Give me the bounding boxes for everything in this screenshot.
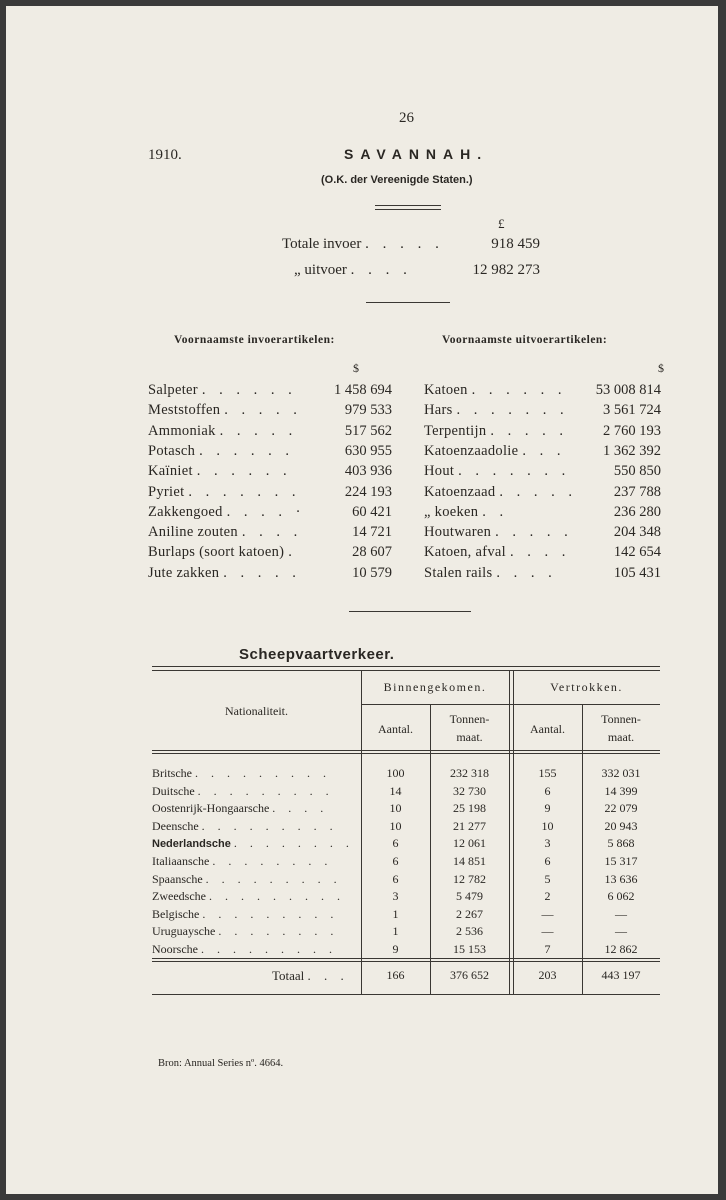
imports-item-value: 630 955 <box>344 442 392 459</box>
city-title: SAVANNAH. <box>344 146 489 162</box>
exports-item-value: 2 760 193 <box>603 422 661 439</box>
exports-item-label: Katoen . . . . . . <box>424 382 567 398</box>
shipping-title: Scheepvaartverkeer. <box>239 646 395 663</box>
imports-heading: Voornaamste invoerartikelen: <box>174 334 335 346</box>
table-cell-in-count: 3 <box>392 889 399 904</box>
table-cell-in-tonnage: 32 730 <box>453 783 486 798</box>
imports-item-value: 10 579 <box>352 564 392 581</box>
table-cell-out-count: 7 <box>544 942 551 956</box>
table-cell-out-count: 9 <box>544 801 551 816</box>
table-cell-in-tonnage: 21 277 <box>453 818 486 833</box>
table-cell-in-count: 100 <box>386 766 405 780</box>
imports-item-label: Pyriet . . . . . . . <box>148 483 301 500</box>
imports-item-value: 403 936 <box>344 463 392 480</box>
total-import-label: Totale invoer . . . . . <box>282 236 444 252</box>
report-year: 1910. <box>148 147 182 163</box>
imports-item-value: 60 421 <box>352 503 392 520</box>
imports-item-value: 979 533 <box>344 402 392 419</box>
table-cell-in-count: 10 <box>389 818 402 833</box>
table-cell-out-count: 6 <box>544 854 551 868</box>
imports-item-label: Burlaps (soort katoen) . <box>148 544 297 561</box>
title-divider <box>375 205 441 206</box>
imports-item-value: 28 607 <box>352 544 392 561</box>
table-total-in-count: 166 <box>386 968 405 982</box>
table-cell-in-tonnage: 12 782 <box>453 871 486 886</box>
exports-item-value: 105 431 <box>613 564 661 581</box>
table-total-out-count: 203 <box>538 968 557 982</box>
table-header-bottom-rule <box>152 750 660 751</box>
table-cell-out-tonnage: 20 943 <box>604 818 638 833</box>
currency-symbol: £ <box>498 216 505 231</box>
table-cell-out-tonnage: 15 317 <box>604 854 638 868</box>
table-total-in-tonnage: 376 652 <box>450 968 489 982</box>
table-cell-in-tonnage: 14 851 <box>453 854 486 868</box>
table-column-rule <box>509 670 510 994</box>
table-total-rule <box>152 961 660 962</box>
table-cell-in-tonnage: 2 536 <box>456 924 483 939</box>
source-note: Bron: Annual Series nº. 4664. <box>158 1058 284 1069</box>
title-divider <box>375 209 441 210</box>
document-page <box>6 6 718 1194</box>
exports-item-label: Katoenzaad . . . . . <box>424 483 577 500</box>
imports-item-label: Kaïniet . . . . . . <box>148 463 292 480</box>
exports-item-label: „ koeken . . <box>424 503 509 520</box>
section-divider <box>366 302 450 303</box>
table-cell-in-count: 1 <box>392 924 399 939</box>
table-cell-out-count: 3 <box>544 836 551 851</box>
table-cell-in-count: 6 <box>392 854 399 868</box>
exports-item-value: 236 280 <box>613 503 661 520</box>
table-cell-out-tonnage: — <box>615 924 627 939</box>
exports-item-label: Houtwaren . . . . . <box>424 524 573 541</box>
table-cell-in-tonnage: 232 318 <box>450 766 489 780</box>
exports-item-value: 550 850 <box>613 463 661 480</box>
table-cell-out-tonnage: 14 399 <box>604 783 638 798</box>
table-cell-in-count: 9 <box>392 942 399 956</box>
table-cell-out-count: 10 <box>541 818 554 833</box>
table-top-rule <box>152 666 660 667</box>
table-cell-out-tonnage: — <box>615 906 627 921</box>
imports-item-value: 1 458 694 <box>334 382 392 398</box>
table-cell-in-count: 14 <box>389 783 402 798</box>
column-header-count: Aantal. <box>378 722 413 736</box>
exports-item-label: Terpentijn . . . . . <box>424 422 568 439</box>
column-header-count: Aantal. <box>530 722 565 736</box>
imports-item-label: Jute zakken . . . . . <box>148 564 301 581</box>
table-row-nation: Spaansche . . . . . . . . . <box>152 871 342 886</box>
exports-item-value: 53 008 814 <box>595 382 661 398</box>
column-header-nationality: Nationaliteit. <box>225 704 288 718</box>
table-total-out-tonnage: 443 197 <box>601 968 641 982</box>
exports-item-value: 204 348 <box>613 524 661 541</box>
table-cell-in-count: 6 <box>392 836 399 851</box>
exports-item-label: Katoen, afval . . . . <box>424 544 571 561</box>
table-cell-in-count: 10 <box>389 801 402 816</box>
exports-item-value: 1 362 392 <box>603 442 661 459</box>
imports-item-label: Ammoniak . . . . . <box>148 422 298 439</box>
table-row-nation: Oostenrijk-Hongaarsche . . . . <box>152 801 329 816</box>
table-cell-in-count: 6 <box>392 871 399 886</box>
table-cell-out-count: 2 <box>544 889 551 904</box>
table-cell-out-count: 155 <box>538 766 557 780</box>
exports-item-label: Hars . . . . . . . <box>424 402 569 419</box>
column-header-tonnage: Tonnen- <box>601 712 641 726</box>
table-cell-out-count: 5 <box>544 871 551 886</box>
total-import-value: 918 459 <box>491 236 540 252</box>
column-header-tonnage: maat. <box>607 730 635 744</box>
table-total-label: Totaal . . . <box>272 968 349 983</box>
column-header-departed: Vertrokken. <box>550 680 623 694</box>
imports-item-label: Potasch . . . . . . <box>148 442 295 459</box>
table-cell-in-tonnage: 2 267 <box>456 906 483 921</box>
table-row-nation: Belgische . . . . . . . . . <box>152 906 339 921</box>
table-cell-in-tonnage: 5 479 <box>456 889 483 904</box>
table-row-nation: Uruguaysche . . . . . . . . <box>152 924 339 939</box>
table-cell-out-tonnage: 12 862 <box>604 942 638 956</box>
imports-item-value: 14 721 <box>352 524 392 541</box>
table-row-nation: Zweedsche . . . . . . . . . <box>152 889 345 904</box>
imports-item-label: Meststoffen . . . . . <box>148 402 302 419</box>
table-cell-out-tonnage: 22 079 <box>604 801 638 816</box>
table-row-nation: Deensche . . . . . . . . . <box>152 818 338 833</box>
imports-item-value: 224 193 <box>344 483 392 500</box>
exports-heading: Voornaamste uitvoerartikelen: <box>442 334 608 346</box>
column-header-arrived: Binnengekomen. <box>383 680 487 694</box>
table-header-rule <box>361 704 660 705</box>
table-row-nation: Britsche . . . . . . . . . <box>152 766 331 780</box>
table-cell-out-tonnage: 5 868 <box>607 836 635 851</box>
imports-item-value: 517 562 <box>344 422 392 439</box>
table-cell-out-count: 6 <box>544 783 551 798</box>
table-cell-out-tonnage: 6 062 <box>607 889 635 904</box>
exports-item-label: Stalen rails . . . . <box>424 564 557 581</box>
column-header-tonnage: maat. <box>456 730 483 744</box>
table-top-rule <box>152 670 660 671</box>
exports-item-label: Katoenzaadolie . . . <box>424 442 566 459</box>
table-cell-in-tonnage: 15 153 <box>453 942 486 956</box>
table-bottom-rule <box>152 994 660 995</box>
exports-currency: $ <box>658 361 664 375</box>
table-row-nation: Nederlandsche . . . . . . . . <box>152 836 354 851</box>
table-total-rule <box>152 958 660 959</box>
imports-item-label: Zakkengoed . . . . · <box>148 503 306 520</box>
table-cell-out-tonnage: 332 031 <box>601 766 641 780</box>
table-cell-in-tonnage: 12 061 <box>453 836 486 851</box>
table-cell-out-count: — <box>541 906 554 921</box>
table-row-nation: Noorsche . . . . . . . . . <box>152 942 337 956</box>
exports-item-label: Hout . . . . . . . <box>424 463 571 480</box>
table-cell-out-count: — <box>541 924 554 939</box>
exports-item-value: 142 654 <box>613 544 661 561</box>
column-header-tonnage: Tonnen- <box>449 712 490 726</box>
table-header-bottom-rule <box>152 753 660 754</box>
exports-item-value: 237 788 <box>613 483 661 500</box>
section-divider <box>349 611 471 612</box>
table-cell-in-count: 1 <box>392 906 399 921</box>
imports-item-label: Salpeter . . . . . . <box>148 382 297 398</box>
table-row-nation: Italiaansche . . . . . . . . <box>152 854 333 868</box>
table-cell-in-tonnage: 25 198 <box>453 801 486 816</box>
region-subtitle: (O.K. der Vereenigde Staten.) <box>321 174 473 186</box>
imports-item-label: Aniline zouten . . . . <box>148 524 303 541</box>
imports-currency: $ <box>353 361 359 375</box>
total-export-value: 12 982 273 <box>472 262 540 278</box>
table-cell-out-tonnage: 13 636 <box>604 871 638 886</box>
table-row-nation: Duitsche . . . . . . . . . <box>152 783 334 798</box>
exports-item-value: 3 561 724 <box>603 402 661 419</box>
total-export-label: „ uitvoer . . . . <box>294 262 412 278</box>
page-number: 26 <box>399 110 414 126</box>
